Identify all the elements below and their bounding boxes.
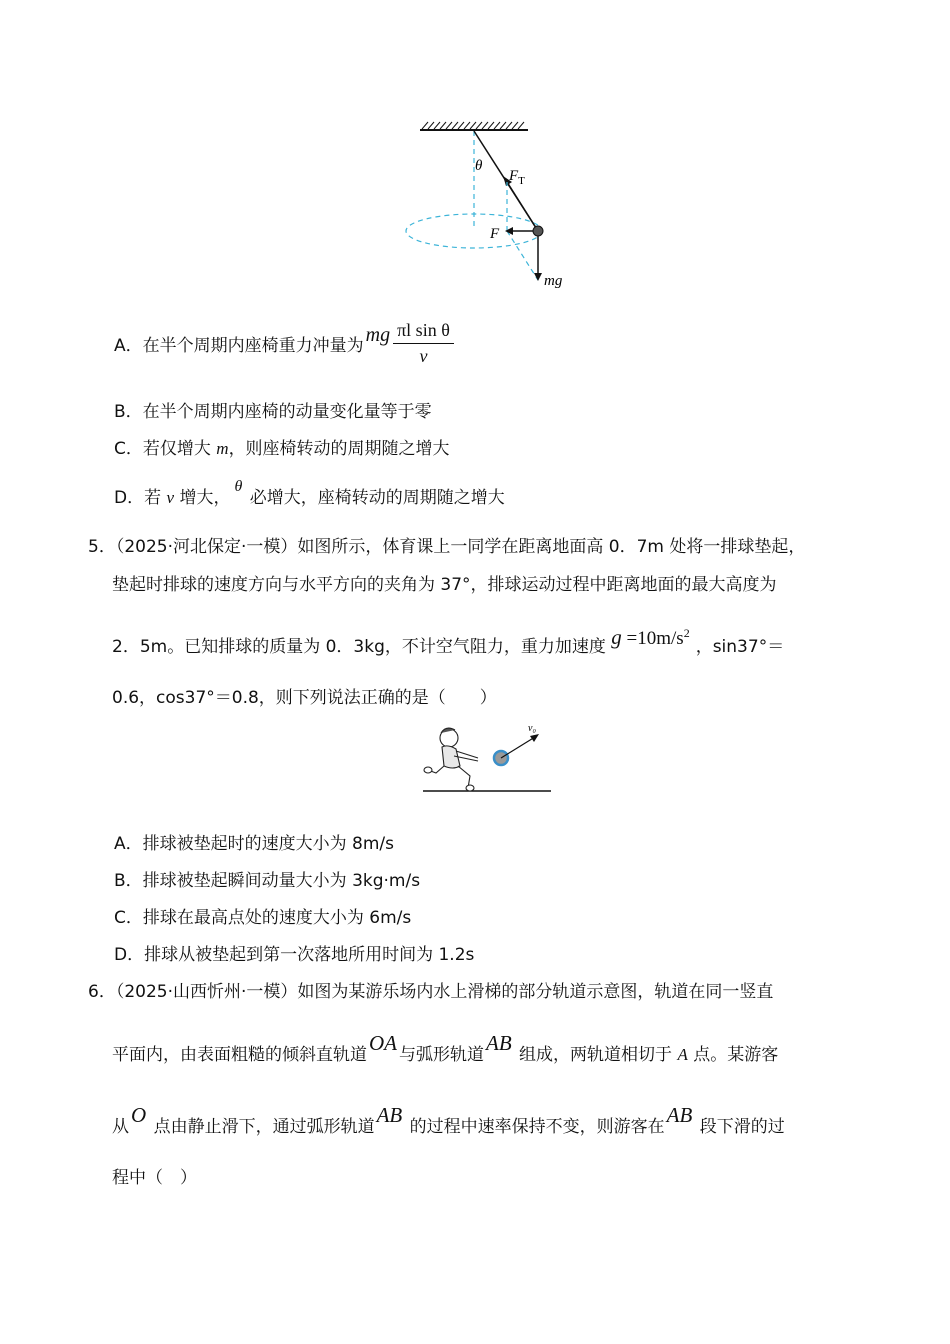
mg-label: mg [544,273,563,289]
q6-line-1 [88,977,773,1002]
question-number: 5． [88,537,116,557]
question-text: 点。某游客 [687,1045,779,1065]
track-ab: AB [486,1031,512,1055]
question-number: 6． [88,982,116,1002]
ft-label: $F_T$ [509,168,525,187]
question-text: 的过程中速率保持不变，则游客在 [404,1117,665,1137]
question-text: 平面内，由表面粗糙的倾斜直轨道 [112,1045,367,1065]
fraction-numerator: πl sin θ [393,320,454,344]
q6-line-2 [112,1031,779,1066]
option-text: ，则座椅转动的周期随之增大 [228,439,450,459]
option-text: 必增大，座椅转动的周期随之增大 [244,488,505,508]
track-ab: AB [666,1103,693,1127]
question-text: 段下滑的过 [694,1117,785,1137]
bob [533,226,543,236]
var-m: m [216,439,229,458]
q5-line-4: 0.6，cos37°＝0.8，则下列说法正确的是（ ） [112,688,497,708]
ceiling-hatch [422,122,524,129]
q5-line-1 [88,532,805,557]
var-g: g [611,625,622,649]
f-label: F [490,226,500,242]
point-a: A [677,1045,688,1064]
q4-option-d [114,478,505,508]
q6-line-3 [112,1103,785,1138]
v0-label: v₀ [528,723,536,734]
impulse-fraction [393,320,454,367]
fraction-denominator: v [419,345,428,366]
option-text: 在半个周期内座椅的动量变化量等于零 [142,402,432,422]
option-text: 若 [144,488,167,508]
q4-option-b [114,397,432,422]
option-letter: A． [114,335,143,356]
velocity-arrow [501,737,535,758]
question-text: 与弧形轨道 [399,1045,484,1065]
option-text: 增大， [174,488,231,508]
q5-option-b: B．排球被垫起瞬间动量大小为 3kg·m/s [114,871,421,891]
tension-arrow [507,182,538,231]
question-text: （2025·河北保定·一模）如图所示，体育课上一同学在距离地面高 0．7m 处将一排球垫起， [115,537,806,557]
g-value: =10m/s [621,628,684,649]
theta-symbol: θ [234,478,243,495]
option-text: 若仅增大 [142,439,217,459]
question-text: ，sin37°＝ [695,637,785,657]
q5-option-a: A．排球被垫起时的速度大小为 8m/s [114,834,394,854]
q5-option-c: C．排球在最高点处的速度大小为 6m/s [114,908,412,928]
student-figure [424,728,478,791]
volleyball-figure [420,718,555,798]
track-ab: AB [376,1103,403,1127]
q6-line-4: 程中（ ） [112,1168,197,1188]
q4-option-a [114,318,454,368]
track-oa: OA [369,1031,397,1055]
question-text: 2．5m。已知排球的质量为 0．3kg，不计空气阻力，重力加速度 [112,637,612,657]
question-text: （2025·山西忻州·一模）如图为某游乐场内水上滑梯的部分轨道示意图，轨道在同一竖直 [115,982,774,1002]
question-text: 从 [112,1117,129,1137]
option-letter: C． [114,439,143,459]
q4-option-c [114,434,450,459]
question-text: 组成，两轨道相切于 [513,1045,678,1065]
exponent: 2 [683,626,690,641]
math-mg: mg [365,323,391,346]
option-text: 在半个周期内座椅重力冲量为 [142,335,364,356]
option-letter: B． [114,402,143,422]
point-o: O [131,1103,147,1127]
var-v: v [166,488,175,507]
q5-line-3 [112,625,785,658]
question-text: 点由静止滑下，通过弧形轨道 [148,1117,375,1137]
q5-option-d: D．排球从被垫起到第一次落地所用时间为 1.2s [114,945,475,965]
theta-label: θ [475,158,483,174]
q5-line-2: 垫起时排球的速度方向与水平方向的夹角为 37°，排球运动过程中距离地面的最大高度为 [112,575,777,595]
construction-line [507,231,538,280]
conical-pendulum-figure [395,118,585,298]
option-letter: D． [114,488,145,508]
